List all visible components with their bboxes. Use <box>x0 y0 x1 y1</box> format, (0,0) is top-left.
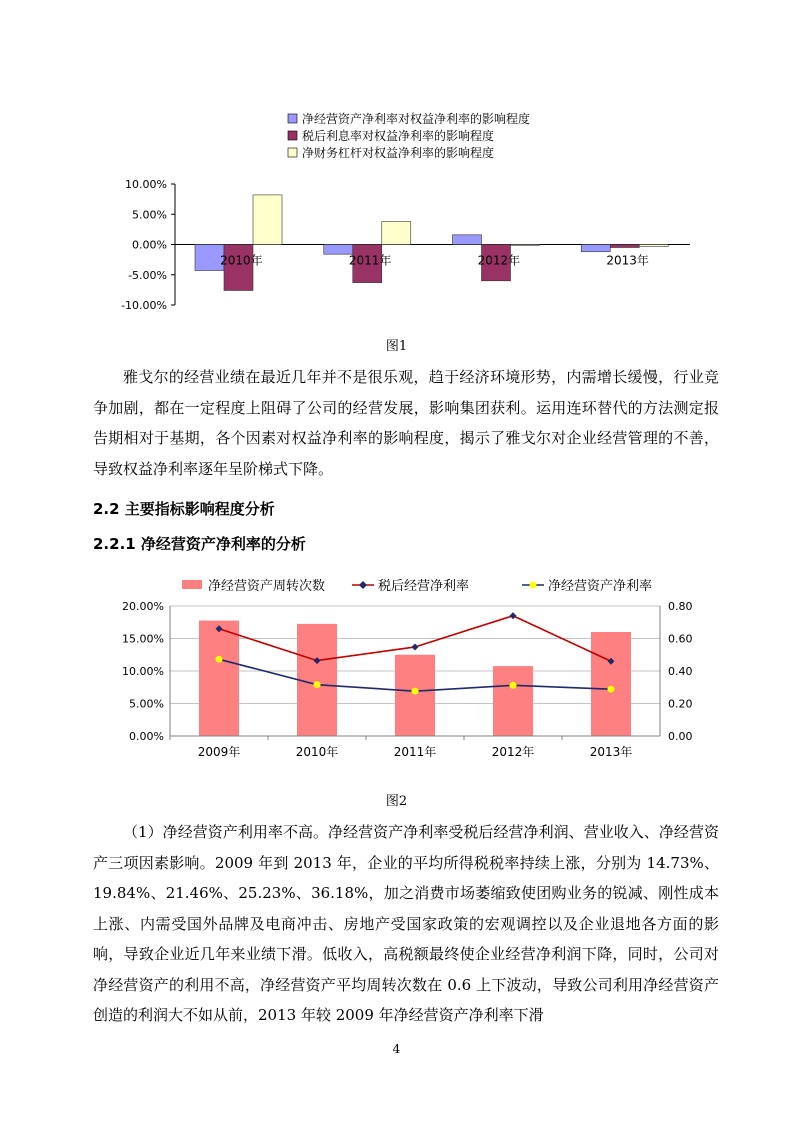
chart1-y-tick-label-3: -5.00% <box>128 268 167 282</box>
chart2-x-label-1: 2010年 <box>295 745 339 759</box>
chart2-x-label-2: 2011年 <box>393 745 437 759</box>
chart2-left-tick-label-0: 20.00% <box>122 600 164 613</box>
chart1-bars <box>195 195 668 291</box>
chart2-left-tick-label-3: 5.00% <box>129 697 164 711</box>
chart1-y-tick-label-2: 0.00% <box>132 238 167 252</box>
chart2-x-label-3: 2012年 <box>491 745 535 759</box>
chart2-right-tick-label-2: 0.40 <box>668 665 693 678</box>
chart2-right-tick-label-1: 0.60 <box>668 632 693 646</box>
chart1-bar-1-2 <box>382 222 411 245</box>
figure-2-caption: 图2 <box>385 794 408 809</box>
chart1-x-labels <box>220 253 649 268</box>
figure-1-caption: 图1 <box>385 339 408 354</box>
chart1-bar-0-2 <box>253 195 282 245</box>
chart1-x-label-2: 2012年 <box>477 253 521 268</box>
chart2-bar-2 <box>395 655 435 736</box>
chart2-point-after-tax-margin-2 <box>412 643 419 650</box>
paragraph-2: （1）净经营资产利用率不高。净经营资产净利率受税后经营净利润、营业收入、净经营资产三项因素影响。2009 年到 2013 年，企业的平均所得税税率持续上涨，分别为 14.73%、19.84%、21.46%、25.23%、36.18%，加之消费市场萎缩致使团购业务的锐减、刚性成本上涨、内需受国外品牌及电商冲击、房地产受国家政策的宏观调控以及企业退地各方面的影响，导致企业近几年来业绩下滑。低收入，高税额最终使企业经营净利润下降，同时，公司对净经营资产的利用不高，净经营资产平均周转次数在 0.6 上下波动，导致公司利用净经营资产创造的利润大不如从前，2013 年较 2009 年净经营资产净利率下滑 <box>93 823 719 1024</box>
chart2-x-label-4: 2013年 <box>589 745 633 759</box>
chart2-legend-label-2: 净经营资产净利率 <box>548 579 653 594</box>
chart1-bar-3-1 <box>610 245 639 248</box>
chart1-legend-label-2: 净财务杠杆对权益净利率的影响程度 <box>302 146 495 160</box>
section-heading-2-2: 2.2 主要指标影响程度分析 <box>93 500 275 518</box>
chart1-legend <box>288 111 530 160</box>
chart1-x-label-3: 2013年 <box>606 253 649 268</box>
chart2-left-tick-label-1: 15.00% <box>122 632 164 646</box>
chart1-y-tick-label-4: -10.00% <box>121 299 167 312</box>
chart2-x-label-0: 2009年 <box>197 745 241 759</box>
chart2-legend-swatch-0 <box>182 580 202 589</box>
chart-1 <box>90 110 710 325</box>
chart2-right-tick-label-3: 0.20 <box>668 697 693 711</box>
chart2-legend <box>182 578 652 594</box>
chart1-bar-3-0 <box>581 245 610 252</box>
chart2-point-after-tax-margin-3 <box>510 612 517 619</box>
chart2-point-net-operating-return-4 <box>608 686 615 693</box>
chart1-y-tick-label-1: 5.00% <box>132 208 167 222</box>
chart1-legend-swatch-0 <box>288 114 297 123</box>
chart2-bar-4 <box>591 632 631 736</box>
chart2-bar-3 <box>493 666 533 736</box>
chart1-legend-label-1: 税后利息率对权益净利率的影响程度 <box>302 129 495 143</box>
chart1-x-label-0: 2010年 <box>220 253 263 268</box>
chart1-legend-swatch-2 <box>288 148 297 157</box>
chart1-bar-2-0 <box>453 235 482 245</box>
chart2-legend-marker-2 <box>530 582 537 589</box>
chart2-bars <box>199 621 631 736</box>
chart2-legend-label-1: 税后经营净利率 <box>378 579 470 594</box>
chart2-right-tick-label-4: 0.00 <box>668 730 693 743</box>
chart2-point-net-operating-return-1 <box>314 681 321 688</box>
page-number: 4 <box>392 1042 401 1056</box>
chart2-bar-0 <box>199 621 239 736</box>
chart1-legend-label-0: 净经营资产净利率对权益净利率的影响程度 <box>302 112 531 126</box>
chart2-point-net-operating-return-2 <box>412 688 419 695</box>
chart-2 <box>90 570 730 770</box>
chart2-legend-label-0: 净经营资产周转次数 <box>208 579 326 594</box>
chart2-bar-1 <box>297 624 337 736</box>
section-heading-2-2-1: 2.2.1 净经营资产净利率的分析 <box>93 535 306 553</box>
chart1-bar-2-2 <box>511 245 540 246</box>
chart2-legend-marker-1 <box>359 581 367 589</box>
chart1-bar-3-2 <box>639 245 668 247</box>
chart1-legend-swatch-1 <box>288 131 297 140</box>
paragraph-1: 雅戈尔的经营业绩在最近几年并不是很乐观，趋于经济环境形势，内需增长缓慢，行业竞争加剧，都在一定程度上阻碍了公司的经营发展，影响集团获利。运用连环替代的方法测定报告期相对于基期，各个因素对权益净利率的影响程度，揭示了雅戈尔对企业经营管理的不善，导致权益净利率逐年呈阶梯式下降。 <box>93 368 719 478</box>
chart2-left-tick-label-4: 0.00% <box>129 730 164 743</box>
chart1-y-tick-label-0: 10.00% <box>125 178 167 191</box>
chart2-point-net-operating-return-0 <box>216 656 223 663</box>
chart1-x-label-1: 2011年 <box>348 253 392 268</box>
chart2-right-tick-label-0: 0.80 <box>668 600 693 613</box>
chart2-point-net-operating-return-3 <box>510 682 517 689</box>
chart2-left-tick-label-2: 10.00% <box>122 665 164 678</box>
